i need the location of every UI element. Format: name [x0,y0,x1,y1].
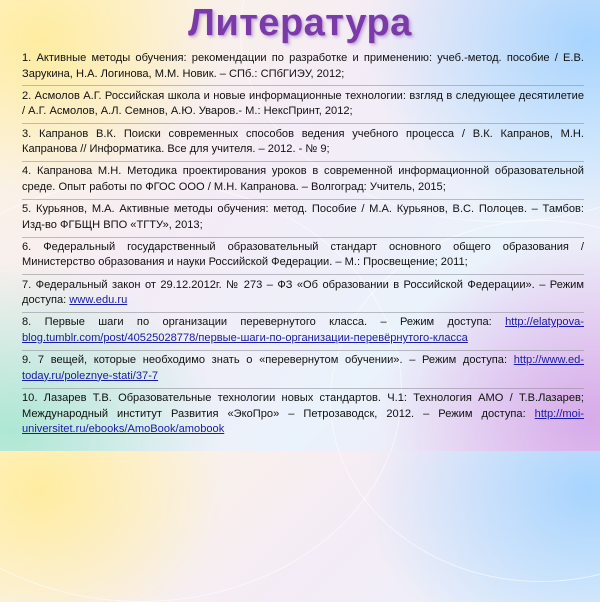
reference-text: 7. Федеральный закон от 29.12.2012г. № 273 – ФЗ «Об образовании в Российской Федерации». – Режим доступа: [22,278,584,307]
reference-item [22,164,584,199]
reference-link[interactable]: www.edu.ru [69,294,128,307]
reference-item [22,353,584,388]
reference-link[interactable]: http://www.ed-today.ru/poleznye-stati/37-7 [22,354,584,382]
page-title: Литература [188,2,412,44]
reference-text: 6. Федеральный государственный образовательный стандарт основного общего образования / Министерство образования и науки Российской Федерации. – М.: Просвещение; 2011; [22,240,584,269]
reference-item [22,89,584,124]
reference-text: 2. Асмолов А.Г. Российская школа и новые информационные технологии: взгляд в следующее десятилетие / А.Г. Асмолов, А.Л. Семнов, А.Ю. Уваров.- М.: НексПринт, 2012; [22,89,584,118]
reference-item [22,240,584,275]
reference-link[interactable]: http://moi-universitet.ru/ebooks/AmoBook/amobook [22,407,584,436]
reference-text: 3. Капранов В.К. Поиски современных способов ведения учебного процесса / В.К. Капранов, М.Н. Капранова // Информатика. Все для учителя. – 2012. - № 9; [22,127,584,156]
reference-list [22,51,584,443]
reference-item [22,278,584,313]
reference-text: 10. Лазарев Т.В. Образовательные технологии новых стандартов. Ч.1: Технология АМО / Т.В.Лазарев; Международный институт Развития «ЭкоПро» – Петрозаводск, 2012. – Режим доступа: [22,392,584,420]
reference-text: 4. Капранова М.Н. Методика проектирования уроков в современной информационной образовательной среде. Опыт работы по ФГОС ООО / М.Н. Капранова. – Волгоград: Учитель, 2015; [22,165,584,193]
reference-item [22,202,584,237]
reference-item [22,391,584,441]
reference-link[interactable]: http://elatypova-blog.tumblr.com/post/40525028778/первые-шаги-по-организации-перевёрнутого-класса [22,316,584,344]
reference-item [22,51,584,86]
reference-item [22,315,584,350]
reference-text: 1. Активные методы обучения: рекомендации по разработке и применению: учеб.-метод. пособие / Е.В. Зарукина, Н.А. Логинова, М.М. Новик. – СПб.: СПбГИЭУ, 2012; [22,52,584,80]
reference-text: 8. Первые шаги по организации перевернутого класса. – Режим доступа: [22,316,506,329]
reference-text: 5. Курьянов, М.А. Активные методы обучения: метод. Пособие / М.А. Курьянов, В.С. Полоцев. – Тамбов: Изд-во ФГБЩН ВПО «ТГТУ», 2013; [22,203,584,231]
reference-text: 9. 7 вещей, которые необходимо знать о «перевернутом обучении». – Режим доступа: [22,354,514,367]
reference-item [22,127,584,162]
